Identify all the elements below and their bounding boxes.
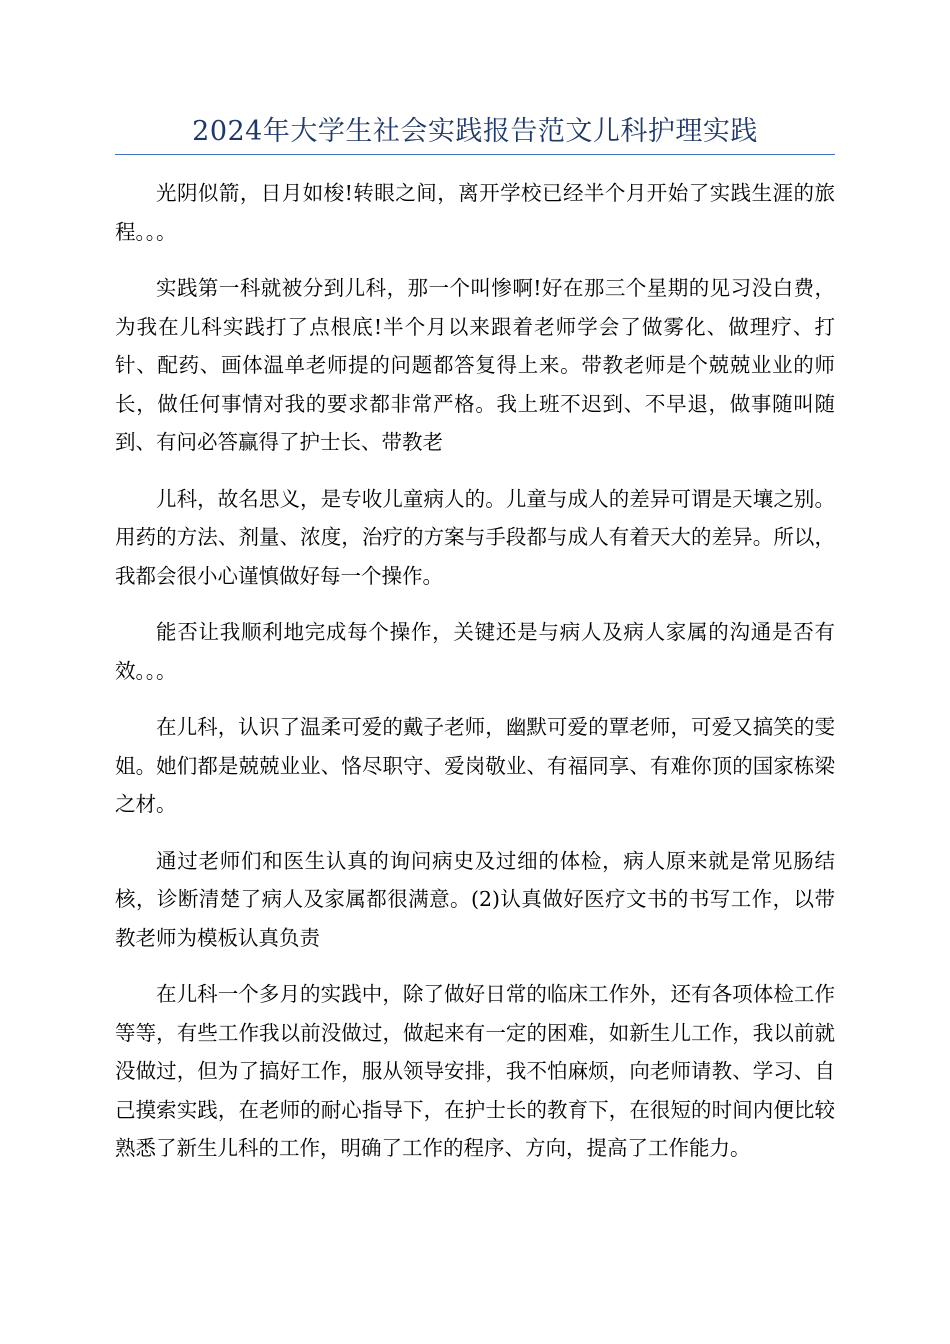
paragraph-2: 实践第一科就被分到儿科，那一个叫惨啊!好在那三个星期的见习没白费，为我在儿科实践打了点根底!半个月以来跟着老师学会了做雾化、做理疗、打针、配药、画体温单老师提的问题都答复得上来。带教老师是个兢兢业业的师长，做任何事情对我的要求都非常严格。我上班不迟到、不早退，做事随叫随到、有问必答赢得了护士长、带教老 [115,276,835,454]
paragraph-6: 通过老师们和医生认真的询问病史及过细的体检，病人原来就是常见肠结核，诊断清楚了病人及家属都很满意。(2)认真做好医疗文书的书写工作，以带教老师为模板认真负责 [115,848,835,950]
paragraph-4: 能否让我顺利地完成每个操作，关键还是与病人及病人家属的沟通是否有效。。。 [115,620,835,683]
paragraph-1: 光阴似箭，日月如梭!转眼之间，离开学校已经半个月开始了实践生涯的旅程。。。 [115,181,835,244]
paragraph-5: 在儿科，认识了温柔可爱的戴子老师，幽默可爱的覃老师，可爱又搞笑的雯姐。她们都是兢兢业业、恪尽职守、爱岗敬业、有福同享、有难你顶的国家栋梁之材。 [115,715,835,816]
title-underline [115,154,835,155]
document-title: 2024年大学生社会实践报告范文儿科护理实践 [192,116,758,147]
paragraph-3: 儿科，故名思义，是专收儿童病人的。儿童与成人的差异可谓是天壤之别。用药的方法、剂量、浓度，治疗的方案与手段都与成人有着天大的差异。所以，我都会很小心谨慎做好每一个操作。 [115,486,835,588]
paragraph-7: 在儿科一个多月的实践中，除了做好日常的临床工作外，还有各项体检工作等等，有些工作我以前没做过，做起来有一定的困难，如新生儿工作，我以前就没做过，但为了搞好工作，服从领导安排，我不怕麻烦，向老师请教、学习、自己摸索实践，在老师的耐心指导下，在护士长的教育下，在很短的时间内便比较熟悉了新生儿科的工作，明确了工作的程序、方向，提高了工作能力。 [115,982,835,1160]
document-body [115,174,835,1186]
